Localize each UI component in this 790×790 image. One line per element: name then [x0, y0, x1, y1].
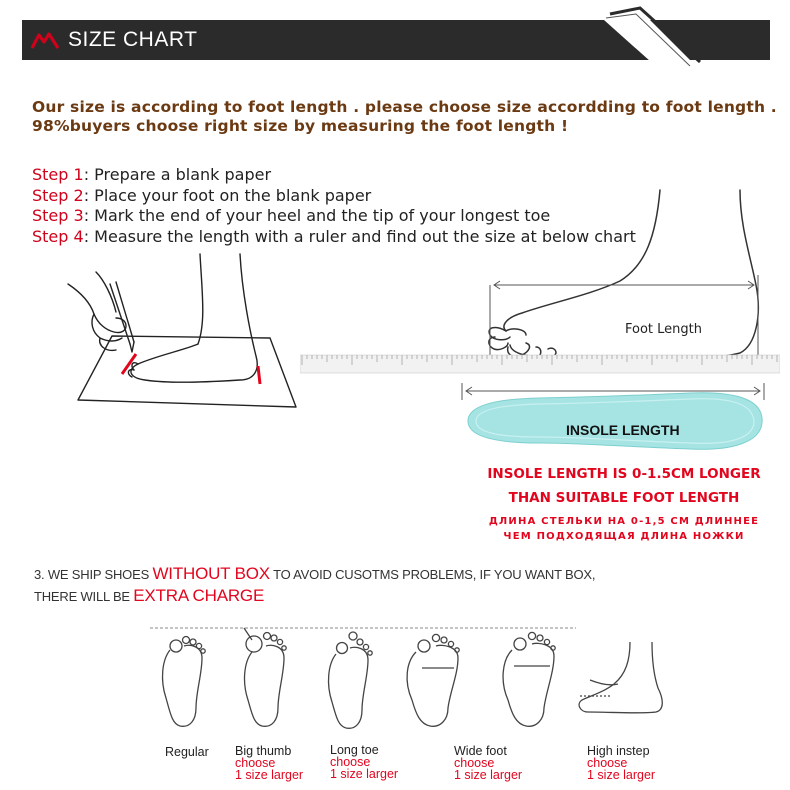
foot-type-advice: 1 size larger [454, 768, 523, 782]
regular-foot-icon [163, 637, 206, 727]
step-number: Step 4 [32, 226, 84, 246]
step-text: : Measure the length with a ruler and find out the size at below chart [83, 226, 636, 246]
foot-length-label: Foot Length [625, 322, 702, 337]
foot-type-choose: choose [454, 756, 495, 770]
mountain-logo-icon [31, 30, 59, 50]
foot-type-name: Long toe [330, 743, 379, 757]
foot-type-name: Regular [165, 745, 209, 759]
shipping-note-line-1 [34, 564, 595, 584]
notice-ru-line-2: ЧЕМ ПОДХОДЯЩАЯ ДЛИНА НОЖКИ [503, 531, 745, 542]
foot-type-choose: choose [330, 755, 371, 769]
step-number: Step 3 [32, 206, 84, 225]
step-item [32, 165, 636, 186]
step-number: Step 1 [32, 165, 84, 184]
foot-type-name: High instep [587, 744, 650, 758]
foot-type-choose: choose [587, 756, 628, 770]
header [0, 0, 790, 82]
foot-types-illustration [140, 620, 590, 740]
shipping-text: 3. WE SHIP SHOES [34, 567, 153, 582]
foot-type-high-instep [587, 745, 655, 781]
foot-type-advice: 1 size larger [235, 768, 304, 782]
big-thumb-foot-icon [244, 628, 286, 726]
insole-length-label: INSOLE LENGTH [566, 422, 680, 438]
foot-type-regular [165, 746, 209, 758]
measuring-foot-illustration [60, 252, 310, 412]
shipping-highlight: EXTRA CHARGE [133, 586, 265, 605]
foot-type-name: Wide foot [454, 744, 507, 758]
step-text: : Prepare a blank paper [83, 165, 272, 184]
notice-en-line-1: INSOLE LENGTH IS 0-1.5CM LONGER [487, 466, 761, 482]
foot-length-diagram [300, 185, 780, 455]
long-toe-foot-icon [329, 632, 373, 728]
shipping-text: TO AVOID CUSOTMS PROBLEMS, IF YOU WANT BOX, [269, 567, 596, 582]
step-number: Step 2 [32, 185, 84, 205]
page-title: SIZE CHART [68, 28, 198, 51]
step-text: : Place your foot on the blank paper [83, 185, 372, 205]
foot-type-long-toe [330, 744, 398, 780]
foot-type-big-thumb [235, 745, 303, 781]
foot-type-advice: 1 size larger [587, 768, 656, 782]
foot-type-advice: 1 size larger [330, 767, 399, 781]
high-instep-foot-icon [570, 640, 670, 720]
shipping-note-line-2 [34, 586, 264, 606]
wide-foot-icon [407, 634, 459, 726]
shipping-text: THERE WILL BE [34, 589, 134, 604]
shipping-highlight: WITHOUT BOX [152, 564, 270, 583]
intro-line-2: 98%buyers choose right size by measuring the foot length ! [32, 117, 569, 135]
intro-line-1: Our size is according to foot length . please choose size accordding to foot length . [32, 98, 777, 116]
foot-type-name: Big thumb [235, 744, 292, 758]
notice-ru-line-1: ДЛИНА СТЕЛЬКИ НА 0-1,5 СМ ДЛИННЕЕ [488, 516, 760, 527]
notice-en-line-2: THAN SUITABLE FOOT LENGTH [508, 490, 740, 506]
step-text: : Mark the end of your heel and the tip of your longest toe [83, 206, 551, 225]
foot-type-wide-foot [454, 745, 522, 781]
wide-foot-icon-2 [503, 632, 555, 726]
foot-type-choose: choose [235, 756, 276, 770]
